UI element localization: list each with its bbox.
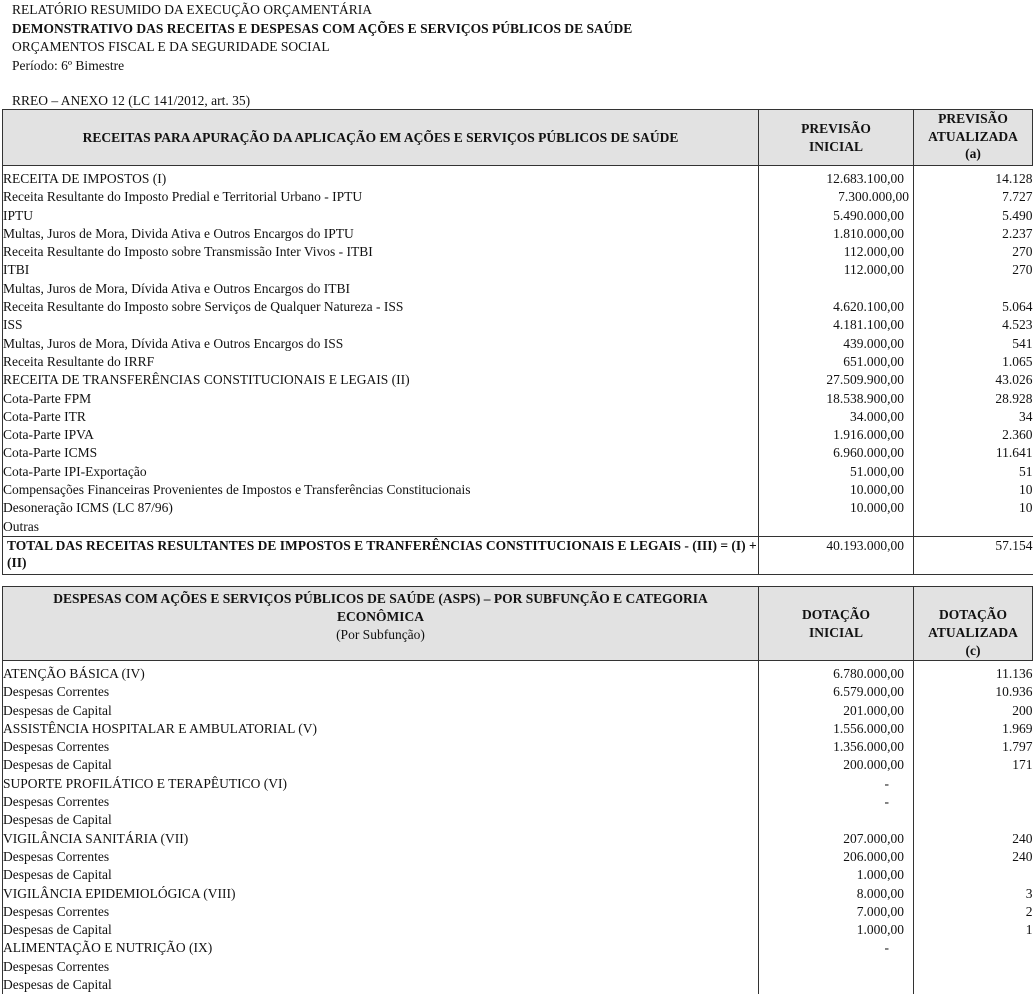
initial-value: 8.000,00 [759, 885, 914, 903]
table-row [3, 866, 1033, 884]
row-label: ISS [3, 316, 759, 334]
updated-value: 541 [914, 335, 1033, 353]
table-row [3, 702, 1033, 720]
updated-value: 1.065 [914, 353, 1033, 371]
table-row [3, 188, 1033, 206]
initial-value: - [759, 793, 914, 811]
row-label: Despesas de Capital [3, 811, 759, 829]
total-updated-value: 57.154 [914, 536, 1033, 574]
table-row [3, 335, 1033, 353]
row-label: Receita Resultante do Imposto Predial e Territorial Urbano - IPTU [3, 188, 759, 206]
initial-value: 201.000,00 [759, 702, 914, 720]
initial-value [759, 811, 914, 829]
updated-value: 7.727 [914, 188, 1033, 206]
initial-value [759, 958, 914, 976]
initial-allocation-header-l2: INICIAL [808, 624, 863, 640]
row-label: Multas, Juros de Mora, Divida Ativa e Outros Encargos do IPTU [3, 225, 759, 243]
row-label: Despesas Correntes [3, 793, 759, 811]
table-row [3, 738, 1033, 756]
updated-value: 200 [914, 702, 1033, 720]
report-subtitle: DEMONSTRATIVO DAS RECEITAS E DESPESAS COM AÇÕES E SERVIÇOS PÚBLICOS DE SAÚDE [12, 20, 633, 36]
expense-table [2, 586, 1033, 994]
table-row [3, 661, 1033, 684]
row-label: RECEITA DE IMPOSTOS (I) [3, 166, 759, 189]
row-label: Despesas de Capital [3, 756, 759, 774]
initial-value: 18.538.900,00 [759, 390, 914, 408]
updated-allocation-header [914, 587, 1033, 661]
initial-value: 439.000,00 [759, 335, 914, 353]
initial-value: - [759, 939, 914, 957]
initial-value: 200.000,00 [759, 756, 914, 774]
updated-forecast-header [914, 110, 1033, 166]
updated-value: 11.641 [914, 444, 1033, 462]
updated-value [914, 775, 1033, 793]
initial-allocation-header [759, 587, 914, 661]
row-label: Multas, Juros de Mora, Dívida Ativa e Outros Encargos do ISS [3, 335, 759, 353]
table-row [3, 939, 1033, 957]
initial-value [759, 976, 914, 994]
updated-forecast-header-l2: ATUALIZADA [928, 129, 1018, 144]
table-row [3, 298, 1033, 316]
initial-value: 7.300.000,00 [759, 188, 914, 206]
initial-value: 34.000,00 [759, 408, 914, 426]
row-label: Despesas Correntes [3, 903, 759, 921]
row-label: Cota-Parte FPM [3, 390, 759, 408]
updated-value: 171 [914, 756, 1033, 774]
updated-value: 3 [914, 885, 1033, 903]
revenue-description-header: RECEITAS PARA APURAÇÃO DA APLICAÇÃO EM AÇÕES E SERVIÇOS PÚBLICOS DE SAÚDE [3, 110, 759, 166]
revenue-table [2, 109, 1033, 575]
updated-value: 270 [914, 261, 1033, 279]
row-label: Despesas de Capital [3, 976, 759, 994]
initial-forecast-header [759, 110, 914, 166]
initial-value: 1.000,00 [759, 921, 914, 939]
row-label: Receita Resultante do IRRF [3, 353, 759, 371]
row-label: Despesas Correntes [3, 848, 759, 866]
revenue-table-header [3, 110, 1033, 166]
row-label: ALIMENTAÇÃO E NUTRIÇÃO (IX) [3, 939, 759, 957]
updated-value: 2 [914, 903, 1033, 921]
initial-forecast-header-l1: PREVISÃO [801, 120, 871, 136]
initial-value: - [759, 775, 914, 793]
updated-value: 1.797 [914, 738, 1033, 756]
expense-header-l3: (Por Subfunção) [336, 627, 425, 642]
initial-value: 651.000,00 [759, 353, 914, 371]
updated-value [914, 866, 1033, 884]
initial-value: 6.579.000,00 [759, 683, 914, 701]
updated-value: 4.523 [914, 316, 1033, 334]
initial-value: 207.000,00 [759, 830, 914, 848]
total-label: TOTAL DAS RECEITAS RESULTANTES DE IMPOSTOS E TRANFERÊNCIAS CONSTITUCIONAIS E LEGAIS - (III) = (I) + (II) [3, 536, 759, 574]
initial-value [759, 280, 914, 298]
table-row [3, 316, 1033, 334]
initial-value: 10.000,00 [759, 499, 914, 517]
updated-value [914, 976, 1033, 994]
initial-value: 5.490.000,00 [759, 207, 914, 225]
initial-value: 6.960.000,00 [759, 444, 914, 462]
initial-value: 1.000,00 [759, 866, 914, 884]
row-label: SUPORTE PROFILÁTICO E TERAPÊUTICO (VI) [3, 775, 759, 793]
updated-value [914, 939, 1033, 957]
table-row [3, 207, 1033, 225]
initial-value: 10.000,00 [759, 481, 914, 499]
initial-value: 4.620.100,00 [759, 298, 914, 316]
updated-value: 10 [914, 481, 1033, 499]
updated-value [914, 518, 1033, 537]
initial-value: 1.556.000,00 [759, 720, 914, 738]
table-row [3, 756, 1033, 774]
updated-allocation-header-l1: DOTAÇÃO [938, 607, 1007, 622]
updated-value: 10 [914, 499, 1033, 517]
initial-value: 27.509.900,00 [759, 371, 914, 389]
expense-header-l2: ECONÔMICA [337, 609, 424, 624]
table-row [3, 225, 1033, 243]
table-row [3, 683, 1033, 701]
table-row [3, 885, 1033, 903]
updated-value: 11.136 [914, 661, 1033, 684]
initial-value: 4.181.100,00 [759, 316, 914, 334]
expense-header-l1: DESPESAS COM AÇÕES E SERVIÇOS PÚBLICOS DE SAÚDE (ASPS) – POR SUBFUNÇÃO E CATEGORIA [53, 591, 708, 606]
table-row [3, 793, 1033, 811]
row-label: ITBI [3, 261, 759, 279]
table-row [3, 958, 1033, 976]
initial-value: 1.810.000,00 [759, 225, 914, 243]
annex-reference: RREO – ANEXO 12 (LC 141/2012, art. 35) [12, 93, 251, 108]
initial-allocation-header-l1: DOTAÇÃO [801, 606, 870, 622]
report-title: RELATÓRIO RESUMIDO DA EXECUÇÃO ORÇAMENTÁRIA [12, 2, 373, 17]
total-initial-value: 40.193.000,00 [759, 536, 914, 574]
updated-value [914, 793, 1033, 811]
initial-value: 112.000,00 [759, 243, 914, 261]
initial-value: 6.780.000,00 [759, 661, 914, 684]
updated-value: 14.128 [914, 166, 1033, 189]
initial-forecast-header-l2: INICIAL [808, 138, 863, 154]
table-row [3, 426, 1033, 444]
row-label: Despesas de Capital [3, 921, 759, 939]
row-label: Multas, Juros de Mora, Dívida Ativa e Outros Encargos do ITBI [3, 280, 759, 298]
table-row [3, 243, 1033, 261]
initial-value: 112.000,00 [759, 261, 914, 279]
updated-value: 2.360 [914, 426, 1033, 444]
initial-value: 51.000,00 [759, 463, 914, 481]
row-label: VIGILÂNCIA EPIDEMIOLÓGICA (VIII) [3, 885, 759, 903]
report-period: Período: 6º Bimestre [12, 57, 125, 73]
table-row [3, 371, 1033, 389]
row-label: Cota-Parte IPI-Exportação [3, 463, 759, 481]
updated-value [914, 958, 1033, 976]
initial-value: 1.916.000,00 [759, 426, 914, 444]
table-row [3, 261, 1033, 279]
row-label: ASSISTÊNCIA HOSPITALAR E AMBULATORIAL (V) [3, 720, 759, 738]
total-row [3, 536, 1033, 574]
row-label: Desoneração ICMS (LC 87/96) [3, 499, 759, 517]
row-label: ATENÇÃO BÁSICA (IV) [3, 661, 759, 684]
updated-forecast-header-l3: (a) [965, 146, 981, 161]
row-label: Despesas Correntes [3, 958, 759, 976]
row-label: Despesas de Capital [3, 866, 759, 884]
updated-value: 2.237 [914, 225, 1033, 243]
updated-value: 5.490 [914, 207, 1033, 225]
table-row [3, 848, 1033, 866]
updated-value: 28.928 [914, 390, 1033, 408]
row-label: Cota-Parte IPVA [3, 426, 759, 444]
updated-value: 10.936 [914, 683, 1033, 701]
updated-forecast-header-l1: PREVISÃO [938, 111, 1008, 126]
updated-value: 240 [914, 848, 1033, 866]
table-row [3, 408, 1033, 426]
row-label: Receita Resultante do Imposto sobre Transmissão Inter Vivos - ITBI [3, 243, 759, 261]
updated-value: 43.026 [914, 371, 1033, 389]
updated-allocation-header-l2: ATUALIZADA [928, 625, 1018, 640]
table-row [3, 976, 1033, 994]
row-label: RECEITA DE TRANSFERÊNCIAS CONSTITUCIONAIS E LEGAIS (II) [3, 371, 759, 389]
budget-scope: ORÇAMENTOS FISCAL E DA SEGURIDADE SOCIAL [12, 39, 330, 54]
row-label: Despesas de Capital [3, 702, 759, 720]
row-label: Despesas Correntes [3, 683, 759, 701]
expense-table-header [3, 587, 1033, 661]
table-row [3, 499, 1033, 517]
table-row [3, 481, 1033, 499]
initial-value: 1.356.000,00 [759, 738, 914, 756]
row-label: Outras [3, 518, 759, 537]
expense-description-header [3, 587, 759, 661]
table-row [3, 775, 1033, 793]
table-row [3, 463, 1033, 481]
row-label: Cota-Parte ICMS [3, 444, 759, 462]
table-row [3, 390, 1033, 408]
row-label: Cota-Parte ITR [3, 408, 759, 426]
updated-allocation-header-l3: (c) [965, 643, 981, 658]
row-label: IPTU [3, 207, 759, 225]
table-row [3, 720, 1033, 738]
table-row [3, 444, 1033, 462]
updated-value: 240 [914, 830, 1033, 848]
table-row [3, 830, 1033, 848]
table-row [3, 903, 1033, 921]
updated-value [914, 811, 1033, 829]
updated-value: 34 [914, 408, 1033, 426]
updated-value: 270 [914, 243, 1033, 261]
table-row [3, 811, 1033, 829]
initial-value: 12.683.100,00 [759, 166, 914, 189]
updated-value: 51 [914, 463, 1033, 481]
row-label: Receita Resultante do Imposto sobre Serviços de Qualquer Natureza - ISS [3, 298, 759, 316]
table-row [3, 353, 1033, 371]
row-label: VIGILÂNCIA SANITÁRIA (VII) [3, 830, 759, 848]
table-row [3, 921, 1033, 939]
table-row [3, 166, 1033, 189]
table-row [3, 518, 1033, 537]
row-label: Compensações Financeiras Provenientes de Impostos e Transferências Constitucionais [3, 481, 759, 499]
initial-value: 7.000,00 [759, 903, 914, 921]
initial-value [759, 518, 914, 537]
row-label: Despesas Correntes [3, 738, 759, 756]
initial-value: 206.000,00 [759, 848, 914, 866]
table-row [3, 280, 1033, 298]
updated-value: 1.969 [914, 720, 1033, 738]
updated-value: 1 [914, 921, 1033, 939]
updated-value: 5.064 [914, 298, 1033, 316]
updated-value [914, 280, 1033, 298]
